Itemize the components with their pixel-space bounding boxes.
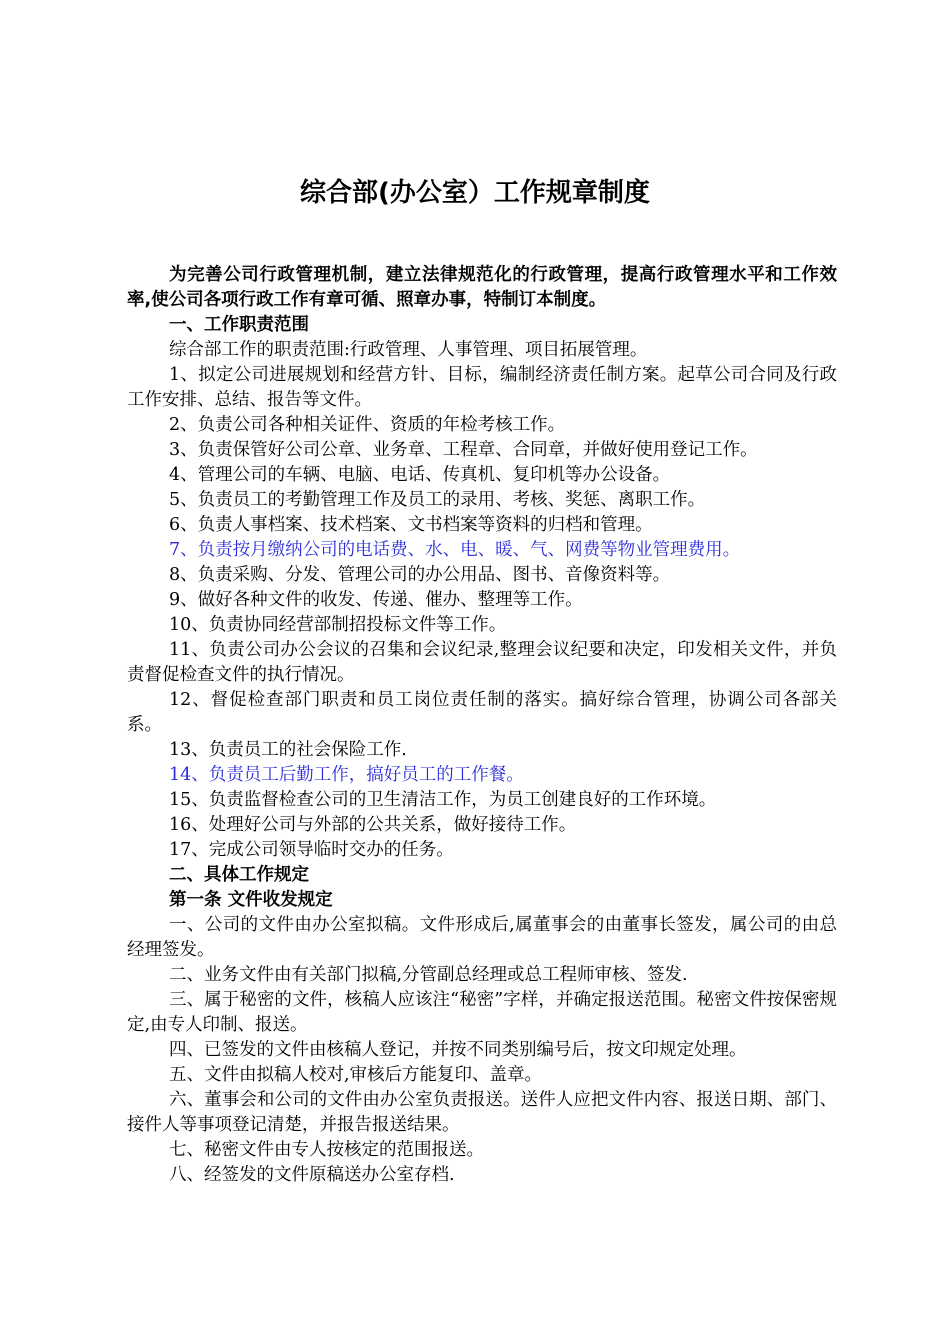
- article1-item-6: 六、董事会和公司的文件由办公室负责报送。送件人应把文件内容、报送日期、部门、接件人等事项登记清楚，并报告报送结果。: [127, 1090, 837, 1135]
- duty-item-5: 5、负责员工的考勤管理工作及员工的录用、考核、奖惩、离职工作。: [169, 490, 706, 510]
- article1-item-7: 七、秘密文件由专人按核定的范围报送。: [169, 1140, 484, 1160]
- duty-item-9: 9、做好各种文件的收发、传递、催办、整理等工作。: [169, 590, 583, 610]
- duty-item-10: 10、负责协同经营部制招投标文件等工作。: [169, 615, 507, 635]
- article1-item-2: 二、业务文件由有关部门拟稿,分管副总经理或总工程师审核、签发.: [169, 965, 688, 985]
- duty-item-1: 1、拟定公司进展规划和经营方针、目标，编制经济责任制方案。起草公司合同及行政工作安排、总结、报告等文件。: [127, 365, 837, 410]
- duty-item-12: 12、督促检查部门职责和员工岗位责任制的落实。搞好综合管理，协调公司各部关系。: [127, 690, 837, 735]
- article1-item-1: 一、公司的文件由办公室拟稿。文件形成后,属董事会的由董事长签发，属公司的由总经理签发。: [127, 915, 837, 960]
- duty-item-6: 6、负责人事档案、技术档案、文书档案等资料的归档和管理。: [169, 515, 653, 535]
- duty-item-8: 8、负责采购、分发、管理公司的办公用品、图书、音像资料等。: [169, 565, 671, 585]
- document-title: 综合部(办公室）工作规章制度: [300, 178, 650, 208]
- duty-item-13: 13、负责员工的社会保险工作.: [169, 740, 407, 760]
- section1-summary: 综合部工作的职责范围:行政管理、人事管理、项目拓展管理。: [169, 340, 648, 360]
- duty-item-3: 3、负责保管好公司公章、业务章、工程章、合同章，并做好使用登记工作。: [169, 440, 758, 460]
- article1-item-4: 四、已签发的文件由核稿人登记，并按不同类别编号后，按文印规定处理。: [169, 1040, 747, 1060]
- document-body: [127, 263, 837, 1188]
- duty-item-17: 17、完成公司领导临时交办的任务。: [169, 840, 454, 860]
- article1-item-8: 八、经签发的文件原稿送办公室存档.: [169, 1165, 455, 1185]
- article1-item-3: 三、属于秘密的文件，核稿人应该注“秘密”字样，并确定报送范围。秘密文件按保密规定,由专人印制、报送。: [127, 990, 837, 1035]
- intro-paragraph: 为完善公司行政管理机制，建立法律规范化的行政管理，提高行政管理水平和工作效率,使公司各项行政工作有章可循、照章办事，特制订本制度。: [127, 265, 837, 310]
- article1-heading: 第一条 文件收发规定: [169, 890, 333, 910]
- duty-item-15: 15、负责监督检查公司的卫生清洁工作，为员工创建良好的工作环境。: [169, 790, 717, 810]
- duty-item-14: 14、负责员工后勤工作，搞好员工的工作餐。: [169, 765, 524, 785]
- duty-item-2: 2、负责公司各种相关证件、资质的年检考核工作。: [169, 415, 566, 435]
- duty-item-11: 11、负责公司办公会议的召集和会议纪录,整理会议纪要和决定，印发相关文件，并负责督促检查文件的执行情况。: [127, 640, 837, 685]
- duty-item-16: 16、处理好公司与外部的公共关系，做好接待工作。: [169, 815, 577, 835]
- duty-item-4: 4、管理公司的车辆、电脑、电话、传真机、复印机等办公设备。: [169, 465, 671, 485]
- article1-item-5: 五、文件由拟稿人校对,审核后方能复印、盖章。: [169, 1065, 543, 1085]
- section1-heading: 一、工作职责范围: [169, 315, 309, 335]
- section2-heading: 二、具体工作规定: [169, 865, 309, 885]
- duty-item-7: 7、负责按月缴纳公司的电话费、水、电、暖、气、网费等物业管理费用。: [169, 540, 741, 560]
